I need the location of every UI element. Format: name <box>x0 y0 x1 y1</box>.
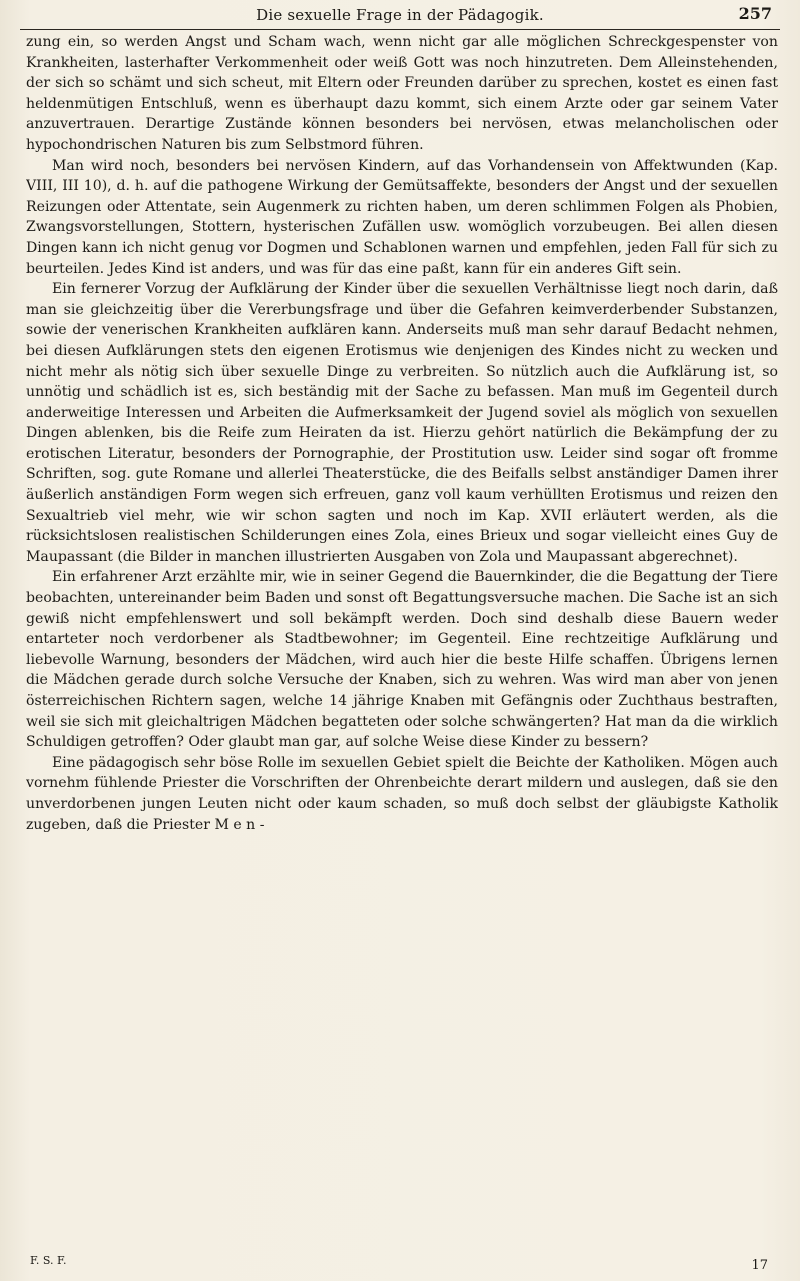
page-number: 257 <box>738 4 772 23</box>
paragraph-2: Man wird noch, besonders bei nervösen Kindern, auf das Vorhandensein von Affektwunden (Kap. VIII, III 10), d. h. auf die pathogene Wirkung der Gemütsaffekte, besonders der Angst und der sexuellen Reizungen oder Attentate, sein Augenmerk zu richten haben, um deren schlimmen Folgen als Phobien, Zwangsvorstellungen, Stottern, hysterischen Zufällen usw. womöglich vorzubeugen. Bei allen diesen Dingen kann ich nicht genug vor Dogmen und Schablonen warnen und empfehlen, jeden Fall für sich zu beurteilen. Jedes Kind ist anders, und was für das eine paßt, kann für ein anderes Gift sein. <box>26 157 778 277</box>
sheet-number: 17 <box>751 1258 768 1273</box>
sheet-signature: F. S. F. <box>30 1254 67 1267</box>
header-rule <box>20 29 780 30</box>
paragraph-3: Ein fernerer Vorzug der Aufklärung der Kinder über die sexuellen Verhältnisse liegt noch darin, daß man sie gleichzeitig über die Vererbungsfrage und über die Gefahren keimverderbender Substanzen, sowie der venerischen Krankheiten aufklären kann. Anderseits muß man sehr darauf Bedacht nehmen, bei diesen Aufklärungen stets den eigenen Erotismus wie denjenigen des Kindes nicht zu wecken und nicht mehr als nötig sich über sexuelle Dinge zu verbreiten. So nützlich auch die Aufklärung ist, so unnötig und schädlich ist es, sich beständig mit der Sache zu befassen. Man muß im Gegenteil durch anderweitige Interessen und Arbeiten die Aufmerksamkeit der Jugend soviel als möglich von sexuellen Dingen ablenken, bis die Reife zum Heiraten da ist. Hierzu gehört natürlich die Bekämpfung der zu erotischen Literatur, besonders der Pornographie, der Prostitution usw. Leider sind sogar oft fromme Schriften, sog. gute Romane und allerlei Theaterstücke, die des Beifalls selbst anständiger Damen ihrer äußerlich anständigen Form wegen sich erfreuen, ganz voll kaum verhüllten Erotismus und reizen den Sexualtrieb viel mehr, wie wir schon sagten und noch im Kap. XVII erläutert werden, als die rücksichtslosen realistischen Schilderungen eines Zola, eines Brieux und sogar vielleicht eines Guy de Maupassant (die Bilder in manchen illustrierten Ausgaben von Zola und Maupassant abgerechnet). <box>26 281 778 565</box>
paragraph-4: Ein erfahrener Arzt erzählte mir, wie in seiner Gegend die Bauernkinder, die die Begattung der Tiere beobachten, untereinander beim Baden und sonst oft Begattungsversuche machen. Die Sache ist an sich gewiß nicht empfehlenswert und soll bekämpft werden. Doch sind deshalb diese Bauern weder entarteter noch verdorbener als Stadtbewohner; im Gegenteil. Eine rechtzeitige Aufklärung und liebevolle Warnung, besonders der Mädchen, wird auch hier die beste Hilfe schaffen. Übrigens lernen die Mädchen gerade durch solche Versuche der Knaben, sich zu wehren. Was wird man aber von jenen österreichischen Richtern sagen, welche 14 jährige Knaben mit Gefängnis oder Zuchthaus bestraften, weil sie sich mit gleichaltrigen Mädchen begatteten oder solche schwängerten? Hat man da die wirklich Schuldigen getroffen? Oder glaubt man gar, auf solche Weise diese Kinder zu bessern? <box>26 569 778 751</box>
paragraph-5: Eine pädagogisch sehr böse Rolle im sexuellen Gebiet spielt die Beichte der Katholiken. Mögen auch vornehm fühlende Priester die Vorschriften der Ohrenbeichte derart mildern und auslegen, daß sie den unverdorbenen jungen Leuten nicht oder kaum schaden, so muß doch selbst der gläubigste Katholik zugeben, daß die Priester M e n - <box>26 754 778 833</box>
page-header <box>0 2 800 32</box>
running-title: Die sexuelle Frage in der Pädagogik. <box>256 6 544 24</box>
paragraph-1: zung ein, so werden Angst und Scham wach, wenn nicht gar alle möglichen Schreckgespenster von Krankheiten, lasterhafter Verkommenheit oder weiß Gott was noch hinzutreten. Dem Alleinstehenden, der sich so schämt und sich scheut, mit Eltern oder Freunden darüber zu sprechen, kostet es einen fast heldenmütigen Entschluß, wenn es überhaupt dazu kommt, sich einem Arzte oder gar seinem Vater anzuvertrauen. Derartige Zustände können besonders bei nervösen, etwas melancholischen oder hypochondrischen Naturen bis zum Selbstmord führen. <box>26 34 778 153</box>
page-footer <box>30 1254 770 1278</box>
body-text <box>26 32 778 1258</box>
